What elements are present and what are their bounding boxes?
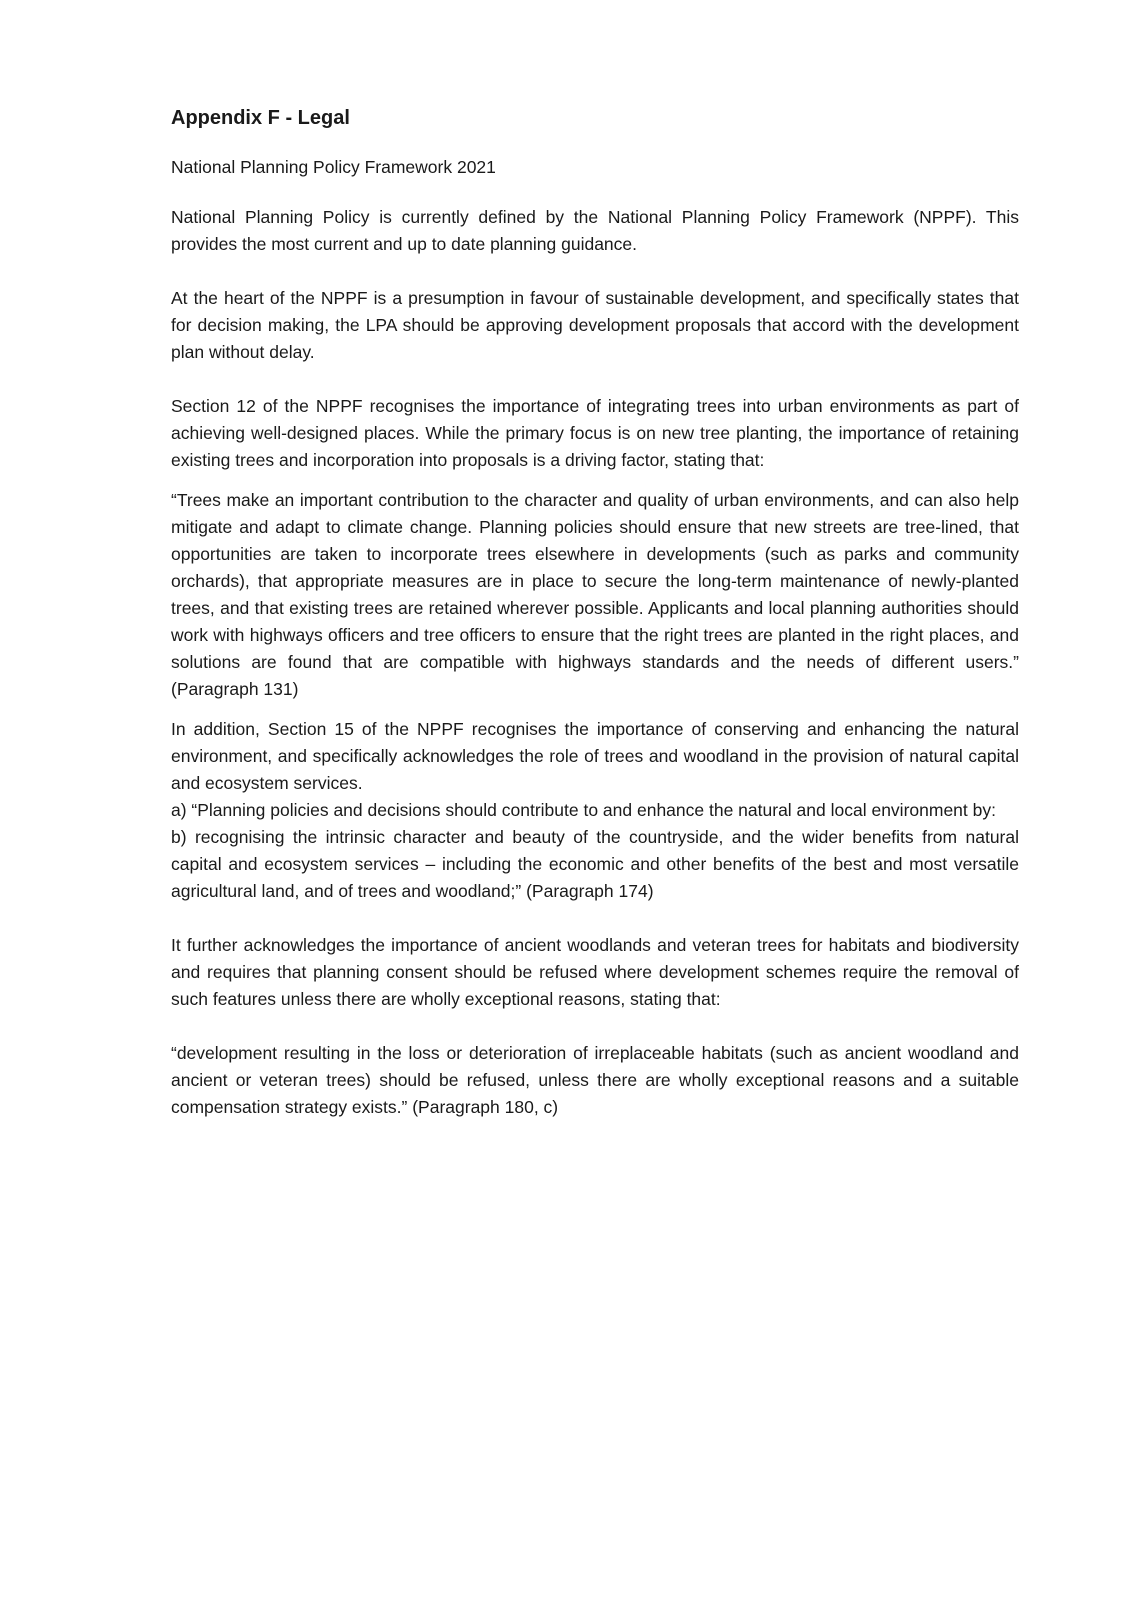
paragraph-nppf-definition: National Planning Policy is currently defined by the National Planning Policy Framework (NPPF). This provides the most current and up to date planning guidance. [171, 207, 1019, 254]
quote-paragraph-180: “development resulting in the loss or deterioration of irreplaceable habitats (such as ancient woodland and ancient or veteran trees) should be refused, unless there are wholly exceptional reasons and a suitable compensation strategy exists.” (Paragraph 180, c) [171, 1043, 1019, 1117]
list-item-a: a) “Planning policies and decisions should contribute to and enhance the natural and local environment by: [171, 800, 996, 820]
list-item-b: b) recognising the intrinsic character and beauty of the countryside, and the wider benefits from natural capital and ecosystem services – including the economic and other benefits of the best and most versatile agricultural land, and of trees and woodland;” (Paragraph 174) [171, 827, 1019, 901]
quote-paragraph-131: “Trees make an important contribution to the character and quality of urban environments, and can also help mitigate and adapt to climate change. Planning policies should ensure that new streets are tree-lined, that opportunities are taken to incorporate trees elsewhere in developments (such as parks and community orchards), that appropriate measures are in place to secure the long-term maintenance of newly-planted trees, and that existing trees are retained wherever possible. Applicants and local planning authorities should work with highways officers and tree officers to ensure that the right trees are planted in the right places, and solutions are found that are compatible with highways standards and the needs of different users.” (Paragraph 131) [171, 490, 1019, 699]
paragraph-ancient-woodlands: It further acknowledges the importance of ancient woodlands and veteran trees for habitats and biodiversity and requires that planning consent should be refused where development schemes require the removal of such features unless there are wholly exceptional reasons, stating that: [171, 935, 1019, 1009]
page-title: Appendix F - Legal [171, 107, 350, 129]
paragraph-presumption: At the heart of the NPPF is a presumption in favour of sustainable development, and specifically states that for decision making, the LPA should be approving development proposals that accord with the development plan without delay. [171, 288, 1019, 362]
paragraph-section-15: In addition, Section 15 of the NPPF recognises the importance of conserving and enhancing the natural environment, and specifically acknowledges the role of trees and woodland in the provision of natural capital and ecosystem services. [171, 719, 1019, 793]
section-subtitle: National Planning Policy Framework 2021 [171, 157, 496, 177]
paragraph-section-12: Section 12 of the NPPF recognises the importance of integrating trees into urban environments as part of achieving well-designed places. While the primary focus is on new tree planting, the importance of retaining existing trees and incorporation into proposals is a driving factor, stating that: [171, 396, 1019, 470]
